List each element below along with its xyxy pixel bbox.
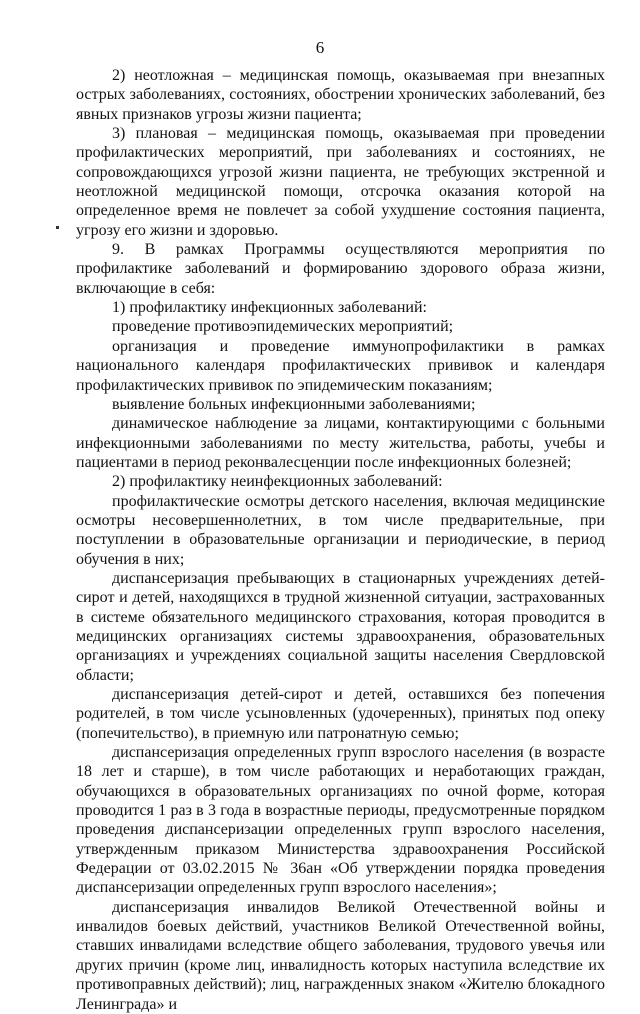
paragraph: диспансеризация определенных групп взрослого населения (в возрасте 18 лет и старше), в том числе работающих и неработающих граждан, обучающихся в образовательных организациях по очной форме, которая проводится 1 раз в 3 года в возрастные периоды, предусмотренные порядком проведения диспансеризации определенных групп взрослого населения, утвержденным приказом Министерства здравоохранения Российской Федерации от 03.02.2015 № 36ан «Об утверждении порядка проведения диспансеризации определенных групп взрослого населения»;: [76, 744, 605, 897]
paragraph: 2) неотложная – медицинская помощь, оказываемая при внезапных острых заболеваниях, состояниях, обострении хронических заболеваний, без явных признаков угрозы жизни пациента;: [76, 67, 605, 123]
paragraph: 3) плановая – медицинская помощь, оказываемая при проведении профилактических мероприятий, при заболеваниях и состояниях, не сопровождающихся угрозой жизни пациента, не требующих экстренной и неотложной медицинской помощи, отсрочка оказания которой на определенное время не повлечет за собой ухудшение состояния пациента, угрозу его жизни и здоровью.: [76, 125, 605, 239]
paragraph: 2) профилактику неинфекционных заболеваний:: [112, 473, 443, 491]
document-body: [76, 66, 605, 1014]
paragraph: диспансеризация инвалидов Великой Отечественной войны и инвалидов боевых действий, участников Великой Отечественной войны, ставших инвалидами вследствие общего заболевания, трудового увечья или других причин (кроме лиц, инвалидность которых наступила вследствие их противоправных действий); лиц, награжденных знаком «Жителю блокадного Ленинграда» и: [76, 898, 605, 1013]
paragraph: динамическое наблюдение за лицами, контактирующими с больными инфекционными заболеваниями по месту жительства, работы, учебы и пациентами в период реконвалесценции после инфекционных болезней;: [76, 415, 605, 471]
paragraph: выявление больных инфекционными заболеваниями;: [112, 395, 476, 413]
paragraph: 1) профилактику инфекционных заболеваний:: [112, 299, 427, 317]
paragraph: диспансеризация детей-сирот и детей, оставшихся без попечения родителей, в том числе усыновленных (удочеренных), принятых под опеку (попечительство), в приемную или патронатную семью;: [76, 686, 605, 742]
paragraph: профилактические осмотры детского населения, включая медицинские осмотры несовершеннолетних, в том числе предварительные, при поступлении в образовательные организации и периодические, в период обучения в них;: [76, 492, 605, 568]
paragraph: диспансеризация пребывающих в стационарных учреждениях детей-сирот и детей, находящихся в трудной жизненной ситуации, застрахованных в системе обязательного медицинского страхования, которая проводится в медицинских организациях системы здравоохранения, образовательных организациях и учреждениях социальной защиты населения Свердловской области;: [76, 569, 605, 684]
paragraph: 9. В рамках Программы осуществляются мероприятия по профилактике заболеваний и формированию здорового образа жизни, включающие в себя:: [76, 241, 605, 297]
scan-mark: [56, 226, 59, 229]
paragraph: проведение противоэпидемических мероприятий;: [112, 318, 454, 336]
paragraph: организация и проведение иммунопрофилактики в рамках национального календаря профилактических прививок и календаря профилактических прививок по эпидемическим показаниям;: [76, 337, 605, 394]
page-number: 6: [315, 38, 325, 57]
